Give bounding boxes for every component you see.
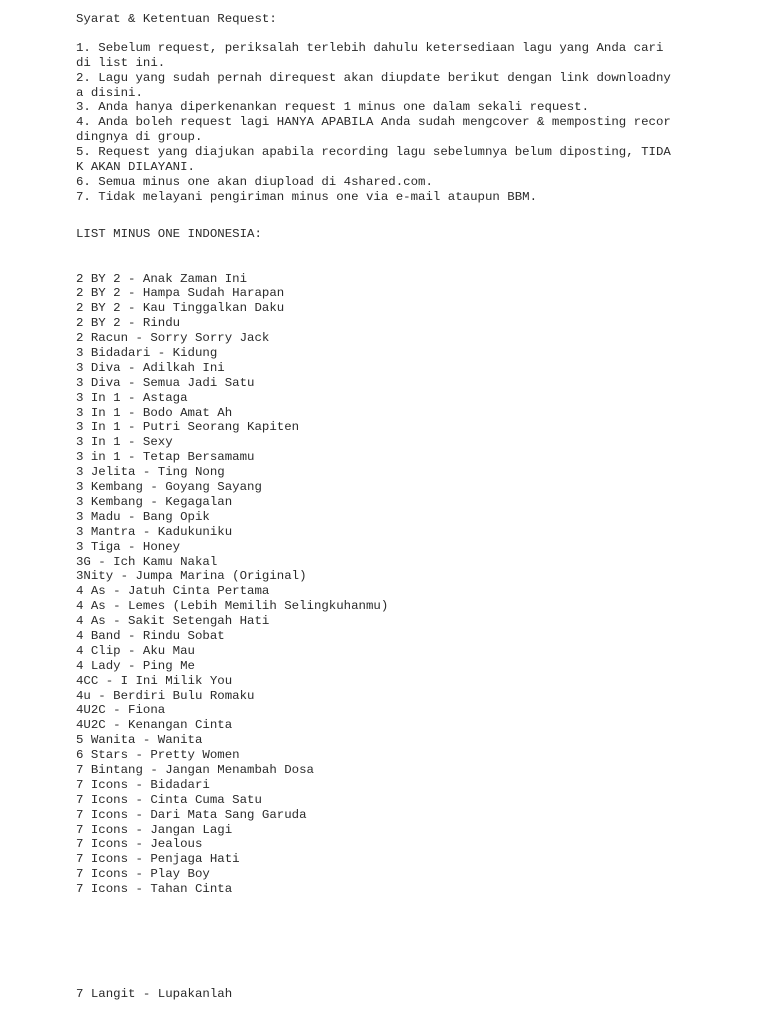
list-item: 3 Mantra - Kadukuniku (76, 524, 233, 539)
list-item: 7 Icons - Jealous (76, 837, 203, 852)
list-item: 4 Lady - Ping Me (76, 658, 195, 673)
list-item: 3 Madu - Bang Opik (76, 509, 210, 524)
list-item: 2 BY 2 - Rindu (76, 316, 181, 331)
list-item: 4 As - Lemes (Lebih Memilih Selingkuhanmu) (76, 599, 389, 614)
list-item: 3 Diva - Adilkah Ini (76, 360, 225, 375)
list-item: 7 Bintang - Jangan Menambah Dosa (76, 762, 314, 777)
list-item: 2 BY 2 - Kau Tinggalkan Daku (76, 301, 285, 316)
list-item: 2 Racun - Sorry Sorry Jack (76, 331, 270, 346)
list-item: 3G - Ich Kamu Nakal (76, 554, 218, 569)
list-item: 3Nity - Jumpa Marina (Original) (76, 569, 307, 584)
document-page (76, 12, 756, 1002)
list-item: 4u - Berdiri Bulu Romaku (76, 688, 255, 703)
list-item: 3 Bidadari - Kidung (76, 346, 218, 361)
list-item: 3 In 1 - Bodo Amat Ah (76, 405, 233, 420)
list-item: 3 In 1 - Sexy (76, 435, 173, 450)
list-item: 3 Kembang - Goyang Sayang (76, 480, 262, 495)
list-item: 3 Diva - Semua Jadi Satu (76, 375, 255, 390)
list-item: 5 Wanita - Wanita (76, 733, 203, 748)
list-item: 7 Icons - Cinta Cuma Satu (76, 792, 262, 807)
list-item: 3 In 1 - Putri Seorang Kapiten (76, 420, 300, 435)
terms-line: a disini. (76, 85, 143, 100)
list-heading: LIST MINUS ONE INDONESIA: (76, 226, 262, 241)
terms-line: di list ini. (76, 55, 166, 70)
list-item: 4 Clip - Aku Mau (76, 643, 195, 658)
list-item: 7 Icons - Bidadari (76, 777, 210, 792)
list-item: 2 BY 2 - Hampa Sudah Harapan (76, 286, 285, 301)
list-item: 3 Tiga - Honey (76, 539, 181, 554)
list-item: 7 Icons - Jangan Lagi (76, 822, 233, 837)
list-item-continued: 7 Langit - Lupakanlah (76, 986, 233, 1001)
list-item: 2 BY 2 - Anak Zaman Ini (76, 271, 248, 286)
list-item: 4 Band - Rindu Sobat (76, 628, 225, 643)
terms-line: dingnya di group. (76, 130, 203, 145)
terms-line: 7. Tidak melayani pengiriman minus one via e-mail ataupun BBM. (76, 189, 538, 204)
terms-list (76, 41, 756, 205)
song-list (76, 272, 756, 897)
list-item: 7 Icons - Penjaga Hati (76, 852, 240, 867)
terms-line: 1. Sebelum request, periksalah terlebih dahulu ketersediaan lagu yang Anda cari (76, 40, 664, 55)
list-item: 4U2C - Fiona (76, 703, 166, 718)
terms-line: 5. Request yang diajukan apabila recording lagu sebelumnya belum diposting, TIDA (76, 145, 671, 160)
terms-line: 3. Anda hanya diperkenankan request 1 minus one dalam sekali request. (76, 100, 590, 115)
terms-line: 2. Lagu yang sudah pernah direquest akan diupdate berikut dengan link downloadny (76, 70, 671, 85)
terms-line: K AKAN DILAYANI. (76, 160, 195, 175)
list-item: 4 As - Jatuh Cinta Pertama (76, 584, 270, 599)
list-item: 3 Jelita - Ting Nong (76, 465, 225, 480)
list-item: 7 Icons - Dari Mata Sang Garuda (76, 807, 307, 822)
list-item: 3 Kembang - Kegagalan (76, 494, 233, 509)
list-item: 3 In 1 - Astaga (76, 390, 188, 405)
terms-line: 4. Anda boleh request lagi HANYA APABILA Anda sudah mengcover & memposting recor (76, 115, 671, 130)
list-item: 4 As - Sakit Setengah Hati (76, 614, 270, 629)
terms-heading: Syarat & Ketentuan Request: (76, 12, 277, 26)
list-item: 3 in 1 - Tetap Bersamamu (76, 450, 255, 465)
list-item: 7 Icons - Tahan Cinta (76, 882, 233, 897)
list-item: 6 Stars - Pretty Women (76, 748, 240, 763)
list-item: 4U2C - Kenangan Cinta (76, 718, 233, 733)
terms-line: 6. Semua minus one akan diupload di 4shared.com. (76, 174, 433, 189)
list-item: 7 Icons - Play Boy (76, 867, 210, 882)
list-item: 4CC - I Ini Milik You (76, 673, 233, 688)
